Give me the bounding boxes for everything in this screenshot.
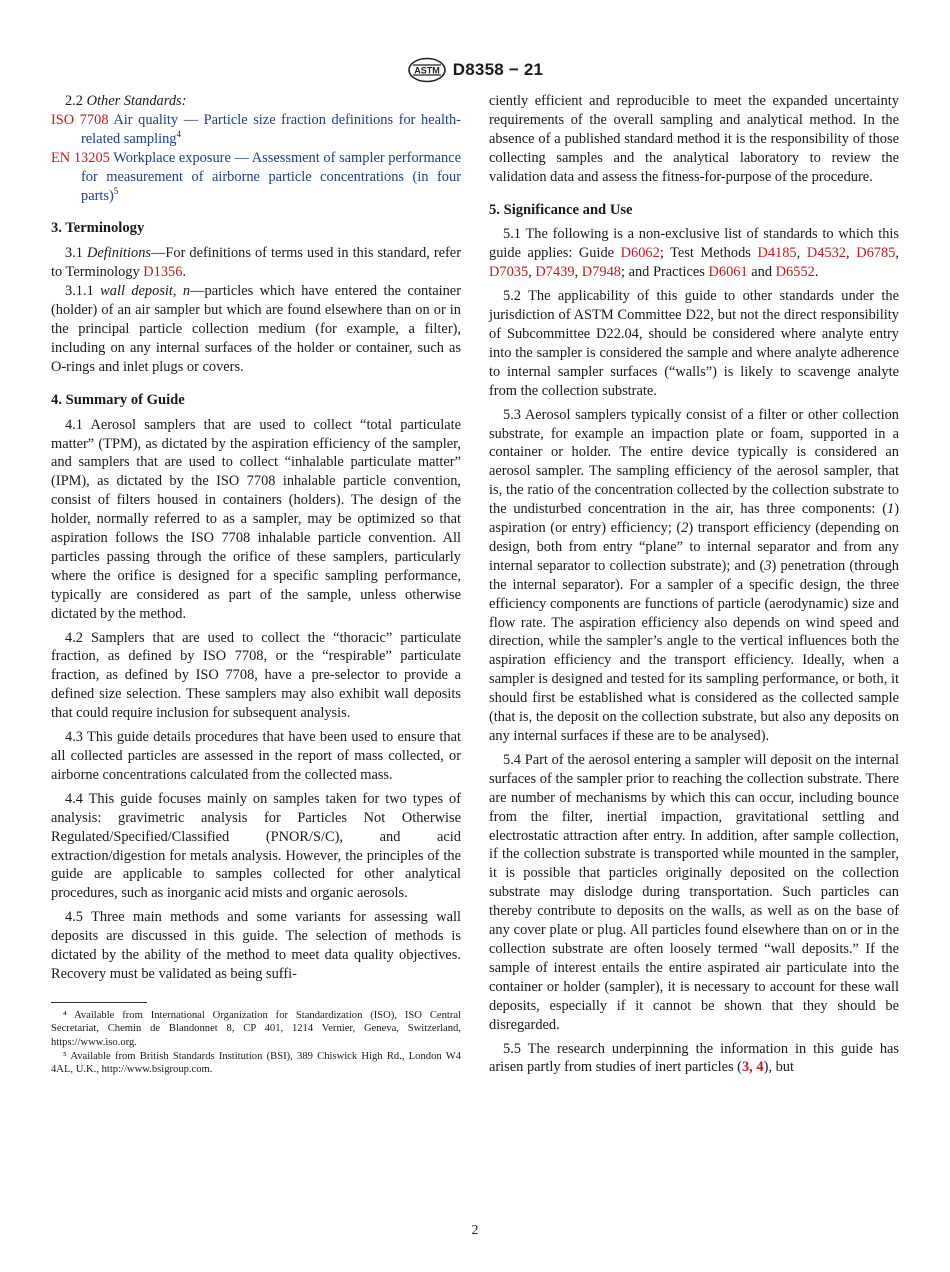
paragraph-4-4: 4.4 This guide focuses mainly on samples taken for two types of analysis: gravimetric analysis for Particles Not Otherwise Regulated/Specified/Classified (PNOR/S/C), and acid extraction/digestion for metals analysis. However, the principles of the guide are applicable to samples collected for other analytical procedures, such as inorganic acid mists and organic aerosols. bbox=[51, 790, 461, 902]
right-column bbox=[489, 92, 899, 1077]
iso-7708-title[interactable]: Air quality — Particle size fraction definitions for health-related sampling bbox=[81, 111, 461, 147]
standard-en-13205: EN 13205 Workplace exposure — Assessment of sampler performance for measurement of airborne particle concentrations (in four parts)$^5$ bbox=[51, 149, 461, 204]
astm-logo-icon bbox=[407, 57, 447, 83]
paragraph-3-1: 3.1 Definitions—For definitions of terms used in this standard, refer to Terminology D1356. bbox=[51, 245, 461, 281]
document-designation: D8358 − 21 bbox=[452, 60, 544, 79]
d6062-link[interactable]: D6062 bbox=[620, 245, 660, 262]
paragraph-3-1-1: 3.1.1 wall deposit, n—particles which have entered the container (holder) of an air sampler but which are found elsewhere than on or in the principal particle collection medium (for example, a filter), including on any internal surfaces of the holder or container, such as O-rings and inlet plugs or covers. bbox=[51, 283, 461, 375]
left-column bbox=[51, 92, 461, 1077]
paragraph-4-5: 4.5 Three main methods and some variants for assessing wall deposits are discussed in this guide. The selection of methods is dictated by the ability of the method to meet data quality objectives. Recovery must be validated as being suffi- bbox=[51, 909, 461, 982]
en-13205-link[interactable]: EN 13205 bbox=[51, 149, 110, 166]
paragraph-4-3: 4.3 This guide details procedures that have been used to ensure that all collected particles are assessed in the report of mass collected, or airborne concentrations calculated from the collected mass. bbox=[51, 729, 461, 783]
paragraph-4-1: 4.1 Aerosol samplers that are used to collect “total particulate matter” (TPM), as dictated by the aspiration efficiency of the sampler, and samplers that are used to collect “inhalable particulate matter” (IPM), as dictated by the ISO 7708 inhalable particle convention, consist of filters housed in containers (holders). The design of the holder, normally referred to as a sampler, may be optimized so that aspiration follows the ISO 7708 inhalable particle convention. All particles passing through the orifice of these samplers, particularly where the orifice is designed for a specific sampling performance, typically are considered as part of the sample, unless otherwise dictated by the method. bbox=[51, 416, 461, 622]
iso-7708-link[interactable]: ISO 7708 bbox=[51, 111, 109, 128]
d4185-link[interactable]: D4185 bbox=[757, 245, 797, 262]
section-5-heading: 5. Significance and Use bbox=[489, 201, 633, 218]
paragraph-4-2: 4.2 Samplers that are used to collect the “thoracic” particulate fraction, as defined by ISO 7708, or the “respirable” particulate fraction, as defined by ISO 7708, have a pre-selector to provide a defined size selection. These samplers may also exhibit wall deposits that could require inclusion for subsequent analysis. bbox=[51, 629, 461, 722]
d4532-link[interactable]: D4532 bbox=[806, 245, 847, 262]
section-2-2-heading: 2.2 Other Standards: bbox=[65, 93, 187, 109]
paragraph-5-2: 5.2 The applicability of this guide to other standards under the jurisdiction of ASTM Committee D22, but not the direct responsibility of Subcommittee D22.04, should be considered where analyte entry into the sampler is considered the sample and where analyte adherence to internal sampler surfaces (“walls”) is likely to scavenge analyte from the collection substrate. bbox=[489, 288, 899, 399]
d6061-link[interactable]: D6061 bbox=[708, 264, 748, 281]
paragraph-4-5-continued: ciently efficient and reproducible to meet the expanded uncertainty requirements of the overall sampling and analytical method. In the absence of a published standard method it is the responsibility of those collecting samples and the analytical laboratory to review the validation data and assess the fitness-for-purpose of the procedure. bbox=[489, 93, 899, 185]
paragraph-5-3: 5.3 Aerosol samplers typically consist of a filter or other collection substrate, for example an impaction plate or foam, supported in a container or holder. The entire device typically is considered an aerosol sampler. The sampling efficiency of the aerosol sampler, that is, the ratio of the concentration collected by the collection substrate to the undisturbed concentration in the air, has three components: (1) aspiration (or entry) efficiency; (2) transport efficiency (depending on design, both from entry “plane” to internal separator and from any internal separator to collection substrate); and (3) penetration (through the internal separator). For a sampler of a specific design, the three efficiency components are functions of particle (aerodynamic) size and flow rate. The aspiration efficiency also depends on wind speed and direction, while the sampler’s angle to the vertical influences both the aspiration efficiency and the transport efficiency. Ideally, when a sampler is designed and tested for its sampling performance, or both, it should first be established what is considered as the collected sample (that is, the deposit on the collection substrate, but also any deposits on any internal surfaces if these are to be analysed). bbox=[489, 406, 899, 744]
paragraph-5-5: 5.5 The research underpinning the information in this guide has arisen partly from studies of inert particles (3, 4), but bbox=[489, 1040, 899, 1076]
paragraph-5-4: 5.4 Part of the aerosol entering a sampler will deposit on the internal surfaces of the sampler prior to reaching the collection substrate. There are number of mechanisms by which this can occur, including bounce from the filter, inertial impaction, gravitational settling and electrostatic attraction after entry. In addition, after sample collection, if the collection substrate is transported while mounted in the sampler, it is possible that particles originally deposited on the collection substrate may dislodge during transportation. Such particles can thereby contribute to deposits on the walls, as well as on the base of any cover plate or plug. All particles found elsewhere than on or in the collection substrate are often loosely termed “wall deposits.” If the sample of interest entails the entire aspirated air particulate into the container or holder (sampler), it is necessary to account for these wall deposits, especially if it cannot be shown that they should be disregarded. bbox=[489, 751, 899, 1033]
page-number: 2 bbox=[471, 1222, 479, 1237]
d6785-link[interactable]: D6785 bbox=[856, 245, 896, 262]
footnote-4: ⁴ Available from International Organization for Standardization (ISO), ISO Central Secretariat, Chemin de Blandonnet 8, CP 401, 1214 Vernier, Geneva, Switzerland, https://www.iso.org. bbox=[51, 1009, 461, 1049]
d1356-link[interactable]: D1356 bbox=[143, 264, 183, 281]
standard-iso-7708: ISO 7708 Air quality — Particle size fraction definitions for health-related sampling$^4$ bbox=[51, 111, 461, 147]
d7439-link[interactable]: D7439 bbox=[535, 264, 575, 281]
reference-3-link[interactable]: 3 bbox=[741, 1059, 750, 1076]
footnote-divider bbox=[51, 1002, 147, 1003]
paragraph-5-1: 5.1 The following is a non-exclusive list of standards to which this guide applies: Guide D6062; Test Methods D4185, D4532, D6785, D7035, D7439, D7948; and Practices D6061 and D6552. bbox=[489, 226, 899, 281]
section-3-heading: 3. Terminology bbox=[51, 220, 145, 237]
footnote-5: ⁵ Available from British Standards Institution (BSI), 389 Chiswick High Rd., London W4 4AL, U.K., http://www.bsigroup.com. bbox=[51, 1050, 461, 1076]
en-13205-title[interactable]: Workplace exposure — Assessment of sampler performance for measurement of airborne particle concentrations (in four parts) bbox=[81, 149, 461, 204]
d6552-link[interactable]: D6552 bbox=[775, 264, 815, 281]
section-4-heading: 4. Summary of Guide bbox=[51, 391, 185, 408]
d7035-link[interactable]: D7035 bbox=[489, 264, 529, 281]
reference-4-link[interactable]: 4 bbox=[756, 1059, 764, 1076]
d7948-link[interactable]: D7948 bbox=[581, 264, 621, 281]
page-header bbox=[0, 56, 950, 84]
svg-text:ASTM: ASTM bbox=[414, 65, 440, 76]
